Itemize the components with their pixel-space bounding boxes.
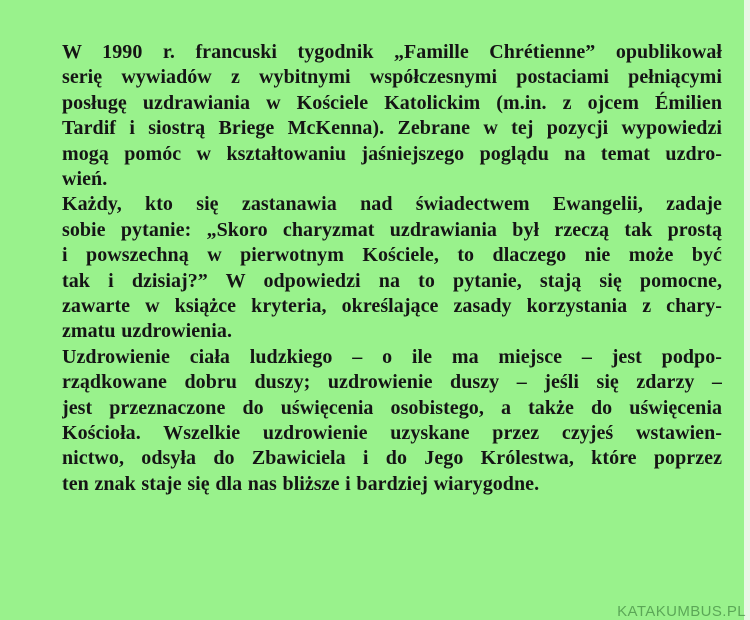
text-line: wień. <box>62 167 108 190</box>
text-line: nictwo, odsyła do Zbawiciela i do Jego Królestwa, które poprzez <box>62 447 722 470</box>
text-line: tak i dzisiaj?” W odpowiedzi na to pytanie, stają się pomocne, <box>62 269 722 292</box>
text-line: zmatu uzdrowienia. <box>62 320 233 343</box>
text-line: W 1990 r. francuski tygodnik „Famille Chrétienne” opublikował <box>62 41 722 63</box>
text-line: posługę uzdrawiania w Kościele Katolickim (m.in. z ojcem Émilien <box>62 91 722 114</box>
page-edge <box>744 0 750 620</box>
text-line: jest przeznaczone do uświęcenia osobistego, a także do uświęcenia <box>62 396 722 419</box>
watermark: KATAKUMBUS.PL <box>617 603 746 620</box>
text-line: sobie pytanie: „Skoro charyzmat uzdrawiania był rzeczą tak prostą <box>62 218 722 241</box>
text-line: serię wywiadów z wybitnymi współczesnymi postaciami pełniącymi <box>62 66 722 89</box>
paragraph-3 <box>62 345 722 497</box>
text-line: mogą pomóc w kształtowaniu jaśniejszego poglądu na temat uzdro- <box>62 142 722 165</box>
text-line: rządkowane dobru duszy; uzdrowienie duszy – jeśli się zdarzy – <box>62 371 722 394</box>
text-line: Tardif i siostrą Briege McKenna). Zebrane w tej pozycji wypowiedzi <box>62 117 722 140</box>
text-line: i powszechną w pierwotnym Kościele, to dlaczego nie może być <box>62 244 722 267</box>
text-line: ten znak staje się dla nas bliższe i bardziej wiarygodne. <box>62 472 540 495</box>
text-line: zawarte w książce kryteria, określające zasady korzystania z chary- <box>62 294 722 317</box>
text-line: Każdy, kto się zastanawia nad świadectwem Ewangelii, zadaje <box>62 193 722 216</box>
body-text <box>62 40 722 497</box>
paragraph-1 <box>62 40 722 192</box>
text-line: Kościoła. Wszelkie uzdrowienie uzyskane przez czyjeś wstawien- <box>62 421 722 444</box>
text-line: Uzdrowienie ciała ludzkiego – o ile ma miejsce – jest podpo- <box>62 345 722 368</box>
paragraph-2 <box>62 192 722 344</box>
